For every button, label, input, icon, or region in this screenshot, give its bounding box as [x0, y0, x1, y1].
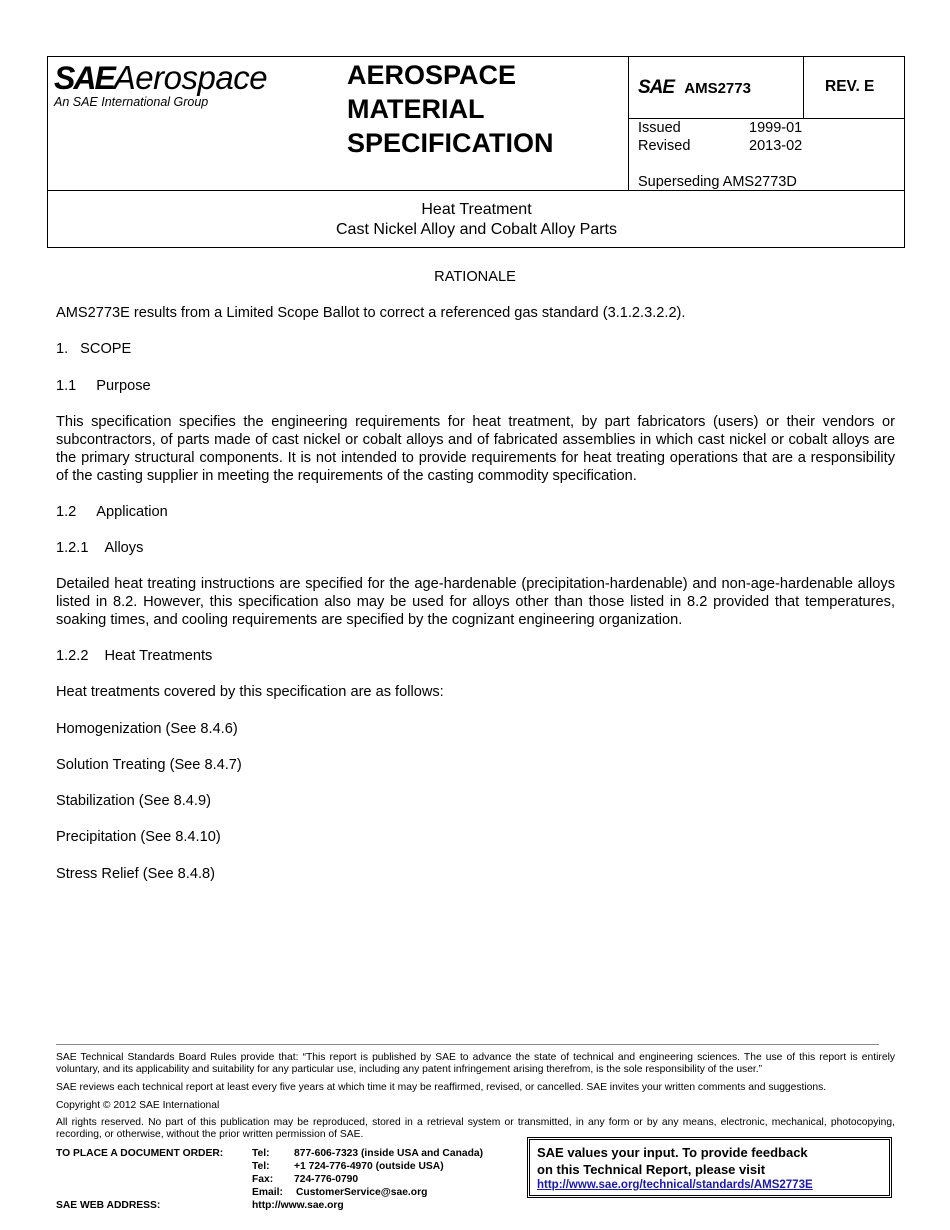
section-number: 1.2.1 [56, 540, 89, 556]
tel-label: Tel: [252, 1161, 270, 1172]
subject-line: Heat Treatment [421, 201, 532, 218]
heat-treatments-intro: Heat treatments covered by this specification are as follows: [56, 684, 444, 700]
feedback-link[interactable]: http://www.sae.org/technical/standards/AMS2773E [537, 1179, 813, 1191]
superseding: Superseding AMS2773D [638, 174, 797, 190]
section-number: 1.1 [56, 378, 77, 394]
section-number: 1. [56, 341, 69, 357]
list-item: Precipitation (See 8.4.10) [56, 829, 221, 845]
list-item: Stress Relief (See 8.4.8) [56, 866, 215, 882]
doc-number: AMS2773 [684, 80, 751, 97]
tel-outside-usa: +1 724-776-4970 (outside USA) [294, 1161, 444, 1172]
email-label: Email: [252, 1187, 283, 1198]
section-title: Purpose [96, 378, 151, 394]
title-line: AEROSPACE [347, 60, 517, 90]
section-title: SCOPE [80, 341, 132, 357]
logo-aerospace-text: Aerospace [113, 59, 268, 96]
revision: REV. E [825, 78, 875, 95]
list-item: Solution Treating (See 8.4.7) [56, 757, 242, 773]
section-number: 1.2 [56, 504, 77, 520]
fax-label: Fax: [252, 1174, 274, 1185]
header-divider [803, 57, 804, 118]
doc-number-cell [638, 77, 751, 99]
header-divider [628, 57, 629, 190]
section-title: Alloys [104, 540, 144, 556]
footer-copyright: Copyright © 2012 SAE International [56, 1100, 220, 1111]
feedback-line: on this Technical Report, please visit [537, 1162, 766, 1177]
document-subject [48, 200, 905, 240]
section-1-2-heading [56, 503, 168, 521]
header-box [47, 56, 905, 248]
footer-rights-text: All rights reserved. No part of this publication may be reproduced, stored in a retrieval system or transmitted, in any form or by any means, electronic, mechanical, photocopying, recording, or otherwise, without the prior written permission of SAE. [56, 1117, 895, 1140]
revised-date: 2013-02 [749, 138, 803, 154]
section-title: Application [96, 504, 168, 520]
purpose-paragraph: This specification specifies the engineering requirements for heat treatment, by part fabricators (users) or their vendors or subcontractors, of parts made of cast nickel or cobalt alloys and of fabricated assemblies in which cast nickel or cobalt alloys are the primary structural components. It is not intended to provide requirements for heat treating operations that are a responsibility of the casting supplier in meeting the requirements of the casting commodity specification. [56, 414, 895, 484]
document-type-title [347, 58, 554, 160]
sae-small-logo: SAE [638, 77, 675, 98]
section-title: Heat Treatments [104, 648, 213, 664]
list-item: Stabilization (See 8.4.9) [56, 793, 211, 809]
section-number: 1.2.2 [56, 648, 89, 664]
order-label: TO PLACE A DOCUMENT ORDER: [56, 1148, 224, 1159]
fax-number: 724-776-0790 [294, 1174, 359, 1185]
list-item: Homogenization (See 8.4.6) [56, 721, 238, 737]
footer-review-text: SAE reviews each technical report at least every five years at which time it may be reaffirmed, revised, or cancelled. SAE invites your written comments and suggestions. [56, 1082, 827, 1093]
rationale-heading: RATIONALE [434, 269, 516, 285]
title-line: MATERIAL [347, 94, 485, 124]
section-1-2-1-heading [56, 539, 143, 557]
email-address: CustomerService@sae.org [296, 1187, 428, 1198]
section-1-2-2-heading [56, 647, 212, 665]
section-1-heading [56, 340, 131, 358]
section-1-1-heading [56, 377, 151, 395]
revised-label: Revised [638, 138, 691, 154]
feedback-box [527, 1137, 892, 1198]
issued-label: Issued [638, 120, 681, 136]
footer-rule [56, 1044, 879, 1045]
web-label: SAE WEB ADDRESS: [56, 1200, 161, 1211]
feedback-line: SAE values your input. To provide feedback [537, 1145, 808, 1160]
sae-aerospace-logo [54, 59, 267, 97]
tel-inside-usa: 877-606-7323 (inside USA and Canada) [294, 1148, 484, 1159]
alloys-paragraph: Detailed heat treating instructions are specified for the age-hardenable (precipitation-hardenable) and non-age-hardenable alloys listed in 8.2. However, this specification also may be used for alloys other than those listed in 8.2 provided that temperatures, soaking times, and cooling requirements are specified by the cognizant engineering organization. [56, 576, 895, 628]
tel-label: Tel: [252, 1148, 270, 1159]
logo-subtitle: An SAE International Group [54, 95, 209, 109]
logo-sae-text: SAE [54, 60, 114, 96]
subject-line: Cast Nickel Alloy and Cobalt Alloy Parts [335, 221, 617, 238]
footer-rules-text: SAE Technical Standards Board Rules provide that: “This report is published by SAE to advance the state of technical and engineering sciences. The use of this report is entirely voluntary, and its applicability and suitability for any particular use, including any patent infringement arising therefrom, is the sole responsibility of the user.” [56, 1052, 895, 1075]
rationale-text: AMS2773E results from a Limited Scope Ballot to correct a referenced gas standard (3.1.2.3.2.2). [56, 305, 686, 321]
issued-date: 1999-01 [749, 120, 803, 136]
web-address: http://www.sae.org [252, 1200, 344, 1211]
title-line: SPECIFICATION [347, 128, 554, 158]
